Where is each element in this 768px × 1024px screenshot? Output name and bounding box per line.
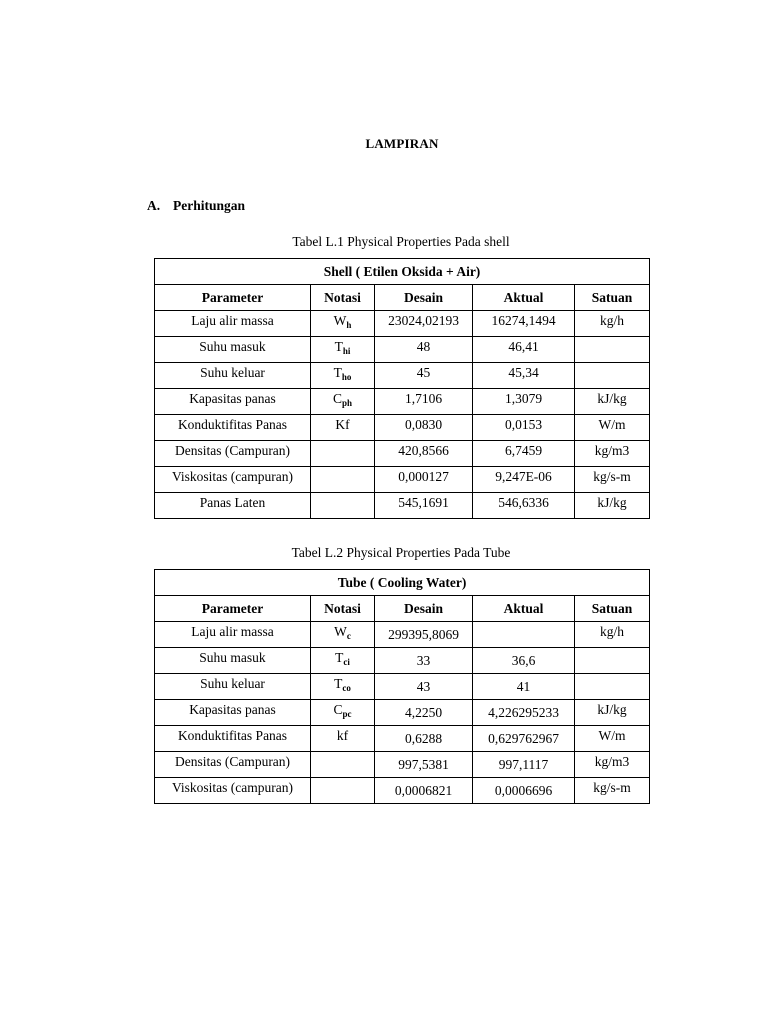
- column-header: Notasi: [311, 285, 375, 311]
- notation-subscript: ci: [343, 657, 350, 667]
- parameter-cell: Suhu masuk: [155, 337, 311, 363]
- column-header: Desain: [375, 285, 473, 311]
- parameter-cell: Suhu masuk: [155, 648, 311, 674]
- notation-subscript: ph: [342, 398, 353, 408]
- actual-value-cell: 9,247E-06: [473, 467, 575, 493]
- table-title: Shell ( Etilen Oksida + Air): [155, 259, 650, 285]
- parameter-cell: Konduktifitas Panas: [155, 726, 311, 752]
- unit-cell: kJ/kg: [575, 389, 650, 415]
- shell-properties-table: [154, 258, 650, 519]
- design-value-cell: 43: [375, 674, 473, 700]
- notation-subscript: c: [346, 631, 351, 641]
- design-value-cell: 997,5381: [375, 752, 473, 778]
- parameter-cell: Viskositas (campuran): [155, 778, 311, 804]
- design-value-cell: 545,1691: [375, 493, 473, 519]
- unit-cell: kg/s-m: [575, 467, 650, 493]
- notation-cell: kf: [311, 726, 375, 752]
- notation-cell: [311, 493, 375, 519]
- table-row: [155, 726, 650, 752]
- notation-subscript: h: [346, 320, 352, 330]
- actual-value-cell: 16274,1494: [473, 311, 575, 337]
- table-1-caption: Tabel L.1 Physical Properties Pada shell: [292, 234, 510, 249]
- column-header: Satuan: [575, 285, 650, 311]
- design-value-cell: 0,0830: [375, 415, 473, 441]
- table-row: [155, 363, 650, 389]
- parameter-cell: Suhu keluar: [155, 674, 311, 700]
- notation-subscript: hi: [342, 346, 351, 356]
- actual-value-cell: [473, 622, 575, 648]
- table-row: [155, 778, 650, 804]
- table-row: [155, 337, 650, 363]
- unit-cell: [575, 648, 650, 674]
- design-value-cell: 0,000127: [375, 467, 473, 493]
- unit-cell: kg/m3: [575, 752, 650, 778]
- table-row: [155, 493, 650, 519]
- table-row: [155, 441, 650, 467]
- parameter-cell: Densitas (Campuran): [155, 441, 311, 467]
- unit-cell: W/m: [575, 726, 650, 752]
- parameter-cell: Suhu keluar: [155, 363, 311, 389]
- tube-properties-table: [154, 569, 650, 804]
- table-row: [155, 389, 650, 415]
- design-value-cell: 4,2250: [375, 700, 473, 726]
- actual-value-cell: 1,3079: [473, 389, 575, 415]
- actual-value-cell: 997,1117: [473, 752, 575, 778]
- section-number: A.: [147, 198, 161, 213]
- parameter-cell: Densitas (Campuran): [155, 752, 311, 778]
- table-title-row: [155, 570, 650, 596]
- table-title-row: [155, 259, 650, 285]
- design-value-cell: 48: [375, 337, 473, 363]
- table-title: Tube ( Cooling Water): [155, 570, 650, 596]
- table-2-caption: Tabel L.2 Physical Properties Pada Tube: [291, 545, 511, 560]
- notation-cell: [311, 752, 375, 778]
- table-row: [155, 467, 650, 493]
- actual-value-cell: 45,34: [473, 363, 575, 389]
- design-value-cell: 299395,8069: [375, 622, 473, 648]
- unit-cell: [575, 363, 650, 389]
- notation-cell: $C_{ph}$: [311, 389, 375, 415]
- notation-cell: $C_{pc}$: [311, 700, 375, 726]
- actual-value-cell: 0,0153: [473, 415, 575, 441]
- actual-value-cell: 6,7459: [473, 441, 575, 467]
- unit-cell: kg/m3: [575, 441, 650, 467]
- column-header: Notasi: [311, 596, 375, 622]
- notation-subscript: pc: [342, 709, 352, 719]
- actual-value-cell: 46,41: [473, 337, 575, 363]
- notation-cell: $T_{co}$: [311, 674, 375, 700]
- actual-value-cell: 4,226295233: [473, 700, 575, 726]
- column-header: Parameter: [155, 285, 311, 311]
- unit-cell: [575, 674, 650, 700]
- actual-value-cell: 41: [473, 674, 575, 700]
- parameter-cell: Kapasitas panas: [155, 700, 311, 726]
- design-value-cell: 45: [375, 363, 473, 389]
- design-value-cell: 23024,02193: [375, 311, 473, 337]
- unit-cell: kJ/kg: [575, 700, 650, 726]
- table-row: [155, 700, 650, 726]
- notation-subscript: ho: [341, 372, 352, 382]
- design-value-cell: 33: [375, 648, 473, 674]
- table-header-row: [155, 285, 650, 311]
- page-heading: LAMPIRAN: [365, 136, 439, 151]
- unit-cell: W/m: [575, 415, 650, 441]
- table-row: [155, 622, 650, 648]
- column-header: Desain: [375, 596, 473, 622]
- actual-value-cell: 0,0006696: [473, 778, 575, 804]
- notation-cell: Kf: [311, 415, 375, 441]
- column-header: Parameter: [155, 596, 311, 622]
- actual-value-cell: 546,6336: [473, 493, 575, 519]
- unit-cell: [575, 337, 650, 363]
- design-value-cell: 1,7106: [375, 389, 473, 415]
- column-header: Aktual: [473, 596, 575, 622]
- notation-cell: [311, 467, 375, 493]
- column-header: Satuan: [575, 596, 650, 622]
- notation-cell: [311, 778, 375, 804]
- parameter-cell: Kapasitas panas: [155, 389, 311, 415]
- notation-cell: $T_{hi}$: [311, 337, 375, 363]
- design-value-cell: 420,8566: [375, 441, 473, 467]
- section-heading: [147, 198, 245, 214]
- parameter-cell: Viskositas (campuran): [155, 467, 311, 493]
- design-value-cell: 0,6288: [375, 726, 473, 752]
- table-row: [155, 752, 650, 778]
- unit-cell: kJ/kg: [575, 493, 650, 519]
- table-row: [155, 648, 650, 674]
- notation-cell: $W_h$: [311, 311, 375, 337]
- parameter-cell: Laju alir massa: [155, 622, 311, 648]
- actual-value-cell: 0,629762967: [473, 726, 575, 752]
- actual-value-cell: 36,6: [473, 648, 575, 674]
- parameter-cell: Panas Laten: [155, 493, 311, 519]
- unit-cell: kg/h: [575, 311, 650, 337]
- column-header: Aktual: [473, 285, 575, 311]
- table-row: [155, 415, 650, 441]
- notation-cell: $W_c$: [311, 622, 375, 648]
- notation-cell: $T_{ho}$: [311, 363, 375, 389]
- parameter-cell: Konduktifitas Panas: [155, 415, 311, 441]
- section-title: Perhitungan: [173, 198, 246, 213]
- unit-cell: kg/h: [575, 622, 650, 648]
- notation-cell: [311, 441, 375, 467]
- notation-subscript: co: [342, 683, 351, 693]
- table-header-row: [155, 596, 650, 622]
- unit-cell: kg/s-m: [575, 778, 650, 804]
- parameter-cell: Laju alir massa: [155, 311, 311, 337]
- notation-cell: $T_{ci}$: [311, 648, 375, 674]
- table-row: [155, 674, 650, 700]
- design-value-cell: 0,0006821: [375, 778, 473, 804]
- table-row: [155, 311, 650, 337]
